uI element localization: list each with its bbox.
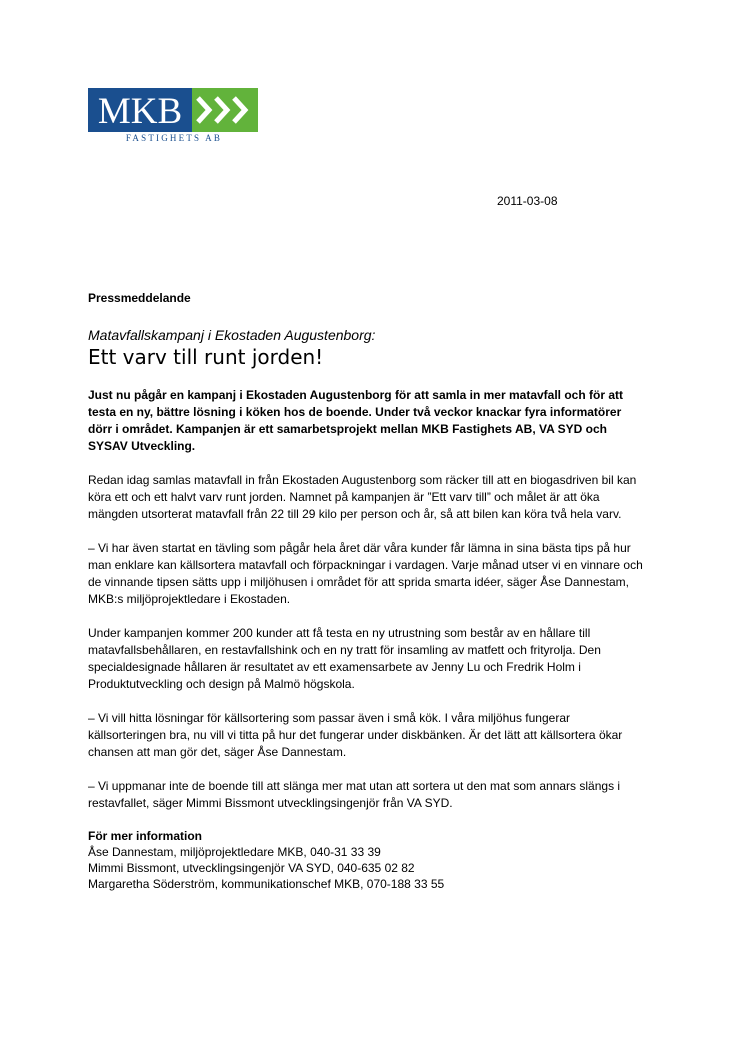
- body-paragraph-1: Redan idag samlas matavfall in från Ekostaden Augustenborg som räcker till att en biogasdriven bil kan köra ett och ett halvt varv runt jorden. Namnet på kampanjen är ”Ett varv till” och målet är att öka mängden utsorterat matavfall från 22 till 29 kilo per person och år, så att bilen kan köra två hela varv.: [88, 473, 637, 521]
- body-paragraph-4: – Vi vill hitta lösningar för källsortering som passar även i små kök. I våra miljöhus fungerar källsorteringen bra, nu vill vi titta på hur det fungerar under diskbänken. Är det lätt att källsortera ökar chansen att man gör det, säger Åse Dannestam.: [88, 711, 623, 759]
- contact-line-2: Mimmi Bissmont, utvecklingsingenjör VA SYD, 040-635 02 82: [88, 861, 415, 875]
- logo-brand-text: MKB: [97, 91, 183, 132]
- document-headline: Ett varv till runt jorden!: [88, 345, 324, 369]
- document-subtitle: Matavfallskampanj i Ekostaden Augustenborg:: [88, 327, 376, 343]
- company-logo: [88, 88, 260, 148]
- contact-line-3: Margaretha Söderström, kommunikationschef MKB, 070-188 33 55: [88, 877, 445, 891]
- document-date: 2011-03-08: [497, 194, 558, 208]
- lead-paragraph: Just nu pågår en kampanj i Ekostaden Augustenborg för att samla in mer matavfall och för att testa en ny, bättre lösning i köken hos de boende. Under två veckor knackar fyra informatörer dörr i området. Kampanjen är ett samarbetsprojekt mellan MKB Fastighets AB, VA SYD och SYSAV Utveckling.: [88, 388, 623, 453]
- body-paragraph-5: – Vi uppmanar inte de boende till att slänga mer mat utan att sortera ut den mat som annars slängs i restavfallet, säger Mimmi Bissmont utvecklingsingenjör från VA SYD.: [88, 779, 621, 810]
- document-label: Pressmeddelande: [88, 291, 191, 305]
- body-paragraph-2: – Vi har även startat en tävling som pågår hela året där våra kunder får lämna in sina bästa tips på hur man enklare kan källsortera matavfall och förpackningar i vardagen. Varje månad utser vi en vinnare och de vinnande tipsen sätts upp i miljöhusen i området för att sprida smarta idéer, säger Åse Dannestam, MKB:s miljöprojektledare i Ekostaden.: [88, 541, 643, 606]
- info-heading: För mer information: [88, 829, 203, 843]
- body-paragraph-3: Under kampanjen kommer 200 kunder att få testa en ny utrustning som består av en hållare till matavfallsbehållaren, en restavfallshink och en ny tratt för insamling av matfett och frityrolja. Den specialdesignade hållaren är resultatet av ett examensarbete av Jenny Lu och Fredrik Holm i Produktutveckling och design på Malmö högskola.: [88, 626, 601, 691]
- press-release: [88, 290, 648, 892]
- contact-line-1: Åse Dannestam, miljöprojektledare MKB, 040-31 33 39: [88, 845, 381, 859]
- mkb-logo-mark: [88, 88, 258, 132]
- logo-subtitle: FASTIGHETS AB: [125, 133, 223, 143]
